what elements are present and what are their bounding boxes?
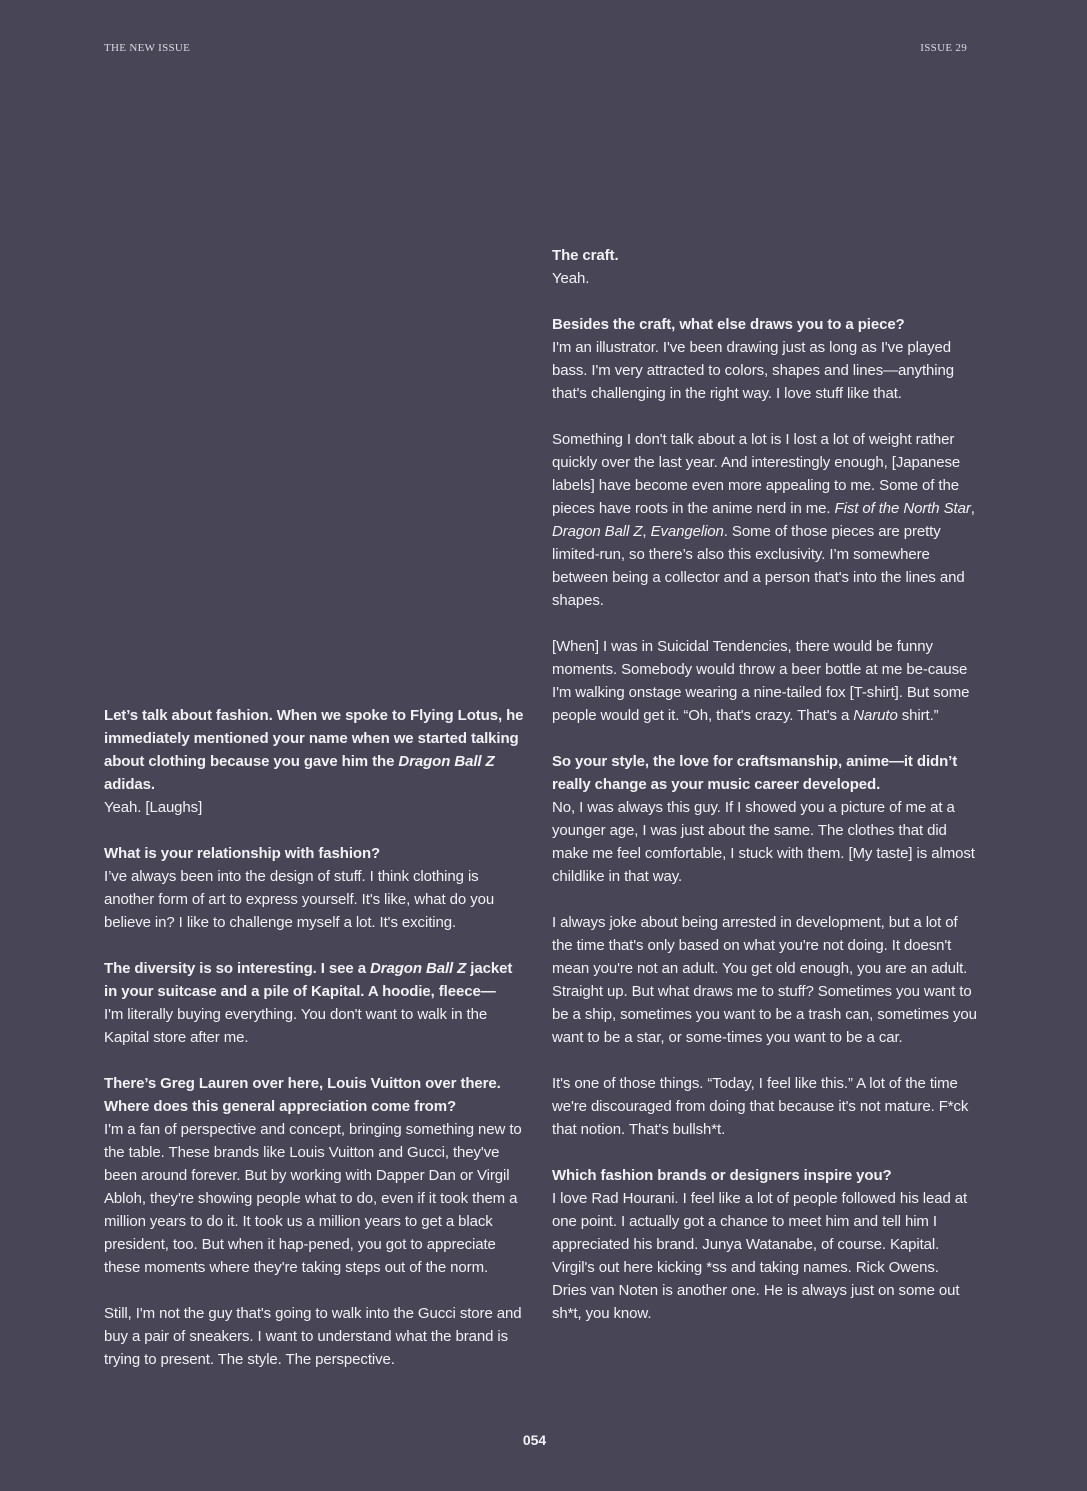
qa-block (552, 1164, 977, 1325)
answer-text: Yeah. [Laughs] (104, 799, 203, 816)
answer-text: I always joke about being arrested in development, but a lot of the time that's only based on what you're not doing. It doesn't mean you're not an adult. You get old enough, you are an adult. Straight up. But what draws me to stuff? Sometimes you want to be a ship, sometimes you want to be a trash can, sometimes you want to be a star, or some-times you want to be a car. (552, 914, 977, 1046)
interview-answer (552, 635, 977, 727)
answer-text: [When] I was in Suicidal Tendencies, there would be funny moments. Somebody would throw a beer bottle at me be-cause I'm walking onstage wearing a nine-tailed fox [T-shirt]. But some people would get it. “Oh, that's crazy. That's a (552, 638, 970, 724)
question-text: So your style, the love for craftsmanship, anime—it didn’t really change as your music career developed. (552, 753, 958, 793)
interview-question (104, 704, 524, 796)
interview-answer (552, 911, 977, 1049)
interview-question (552, 244, 977, 267)
question-text: adidas. (104, 776, 155, 793)
answer-text: Something I don't talk about a lot is I lost a lot of weight rather quickly over the last year. And interestingly enough, [Japanese labels] have become even more appealing to me. Some of the pieces have roots in the anime nerd in me. (552, 431, 961, 517)
qa-block (104, 842, 524, 934)
right-column (552, 244, 977, 1348)
question-text: jacket in your suitcase and a pile of Kapital. A hoodie, fleece— (104, 960, 513, 1000)
question-text: Besides the craft, what else draws you to a piece? (552, 316, 905, 333)
page-number: 054 (522, 1432, 547, 1448)
answer-text: I’ve always been into the design of stuff. I think clothing is another form of art to express yourself. It's like, what do you believe in? I like to challenge myself a lot. It's exciting. (104, 868, 495, 931)
interview-question (552, 1164, 977, 1187)
answer-text: I'm a fan of perspective and concept, bringing something new to the table. These brands like Louis Vuitton and Gucci, they've been around forever. But by working with Dapper Dan or Virgil Abloh, they're showing people what to do, even if it took them a million years to do it. It took us a million years to get a black president, too. But when it hap-pened, you got to appreciate these moments where they're taking steps out of the norm. (104, 1121, 522, 1276)
interview-answer (552, 1187, 977, 1325)
interview-question (104, 1072, 524, 1118)
qa-block (552, 428, 977, 612)
qa-block (552, 750, 977, 888)
issue-number: ISSUE 29 (920, 42, 967, 54)
interview-answer (552, 267, 977, 290)
answer-text: I'm literally buying everything. You don't want to walk in the Kapital store after me. (104, 1006, 488, 1046)
title-italic: Dragon Ball Z (370, 960, 467, 977)
interview-answer (552, 336, 977, 405)
question-text: Let’s talk about fashion. When we spoke to Flying Lotus, he immediately mentioned your name when we started talking about clothing because you gave him the (104, 707, 524, 770)
question-text: What is your relationship with fashion? (104, 845, 381, 862)
qa-block (552, 635, 977, 727)
interview-answer (552, 428, 977, 612)
qa-block (552, 313, 977, 405)
qa-block (552, 244, 977, 290)
answer-text: No, I was always this guy. If I showed you a picture of me at a younger age, I was just about the same. The clothes that did make me feel comfortable, I stuck with them. [My taste] is almost childlike in that way. (552, 799, 975, 885)
answer-text: Yeah. (552, 270, 590, 287)
answer-text: , (642, 523, 651, 540)
qa-block (104, 1072, 524, 1279)
question-text: There’s Greg Lauren over here, Louis Vuitton over there. Where does this general appreciation come from? (104, 1075, 501, 1115)
answer-text: It's one of those things. “Today, I feel like this.” A lot of the time we're discouraged from doing that because it's not mature. F*ck that notion. That's bullsh*t. (552, 1075, 969, 1138)
qa-block (104, 704, 524, 819)
answer-text: . Some of those pieces are pretty limited-run, so there’s also this exclusivity. I’m somewhere between being a collector and a person that's into the lines and shapes. (552, 523, 965, 609)
interview-answer (552, 796, 977, 888)
title-italic: Fist of the North Star (834, 500, 971, 517)
title-italic: Naruto (853, 707, 898, 724)
answer-text: Still, I'm not the guy that's going to walk into the Gucci store and buy a pair of sneakers. I want to understand what the brand is trying to present. The style. The perspective. (104, 1305, 522, 1368)
interview-question (104, 842, 524, 865)
interview-answer (104, 796, 524, 819)
answer-text: shirt.” (897, 707, 939, 724)
interview-question (552, 750, 977, 796)
qa-block (104, 957, 524, 1049)
interview-question (104, 957, 524, 1003)
question-text: The diversity is so interesting. I see a (104, 960, 371, 977)
interview-answer (104, 1302, 524, 1371)
qa-block (552, 1072, 977, 1141)
answer-text: , (970, 500, 975, 517)
interview-question (552, 313, 977, 336)
title-italic: Dragon Ball Z (398, 753, 495, 770)
title-italic: Dragon Ball Z (552, 523, 643, 540)
answer-text: I love Rad Hourani. I feel like a lot of people followed his lead at one point. I actually got a chance to meet him and tell him I appreciated his brand. Junya Watanabe, of course. Kapital. Virgil's out here kicking *ss and taking names. Rick Owens. Dries van Noten is another one. He is always just on some out sh*t, you know. (552, 1190, 968, 1322)
left-column (104, 704, 524, 1394)
interview-answer (104, 1003, 524, 1049)
question-text: The craft. (552, 247, 619, 264)
magazine-name: THE NEW ISSUE (104, 42, 191, 54)
answer-text: I'm an illustrator. I've been drawing just as long as I've played bass. I'm very attracted to colors, shapes and lines—anything that's challenging in the right way. I love stuff like that. (552, 339, 954, 402)
qa-block (104, 1302, 524, 1371)
qa-block (552, 911, 977, 1049)
interview-answer (104, 865, 524, 934)
interview-answer (104, 1118, 524, 1279)
title-italic: Evangelion (650, 523, 724, 540)
question-text: Which fashion brands or designers inspire you? (552, 1167, 892, 1184)
interview-answer (552, 1072, 977, 1141)
